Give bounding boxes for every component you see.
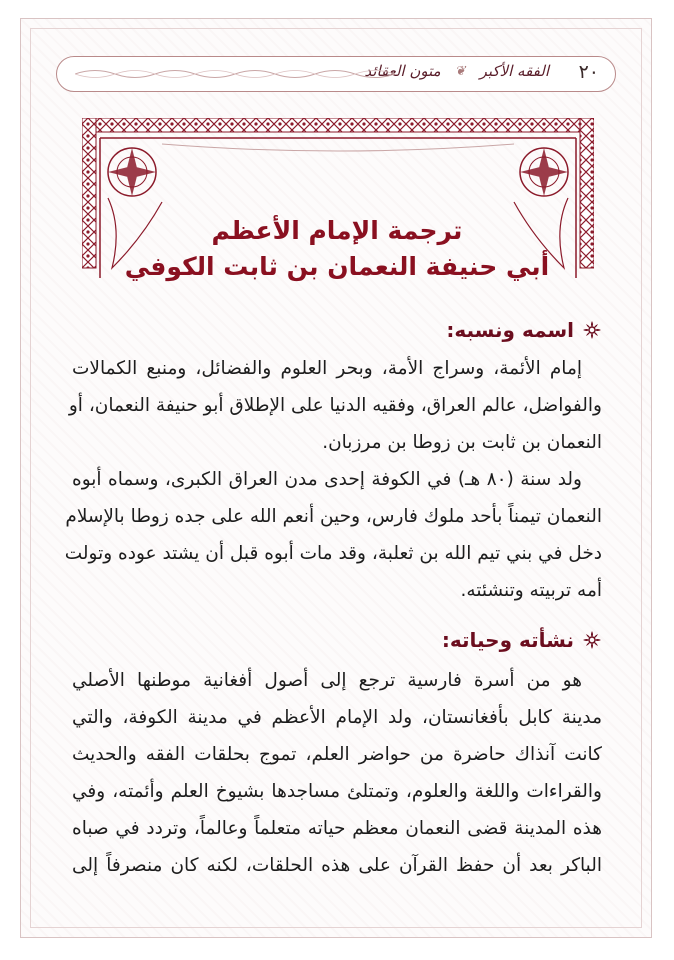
section-body-upbringing-life xyxy=(72,662,602,884)
title-line-1: ترجمة الإمام الأعظم xyxy=(211,216,463,245)
flower-ornament-icon xyxy=(582,630,602,650)
text-line: والفواضل، عالم العراق، وفقيه الدنيا على الإطلاق أبو حنيفة النعمان، أو xyxy=(68,395,602,416)
text-line: والقراءات واللغة والعلوم، وتمتلئ مساجدها بشيوخ العلم وأئمته، وفي xyxy=(72,781,602,802)
section-heading-text: نشأته وحياته: xyxy=(441,628,574,652)
section-heading-upbringing-life xyxy=(442,628,602,652)
page-number: ٢٠ xyxy=(578,61,599,83)
text-line: دخل في بني تيم الله بن ثعلبة، وقد مات أبوه قبل أن يشتد عوده وتولت xyxy=(64,543,602,564)
header-ornament-icon xyxy=(75,67,395,81)
series-title: متون العقائد xyxy=(364,62,441,80)
section-heading-name-lineage xyxy=(446,318,602,342)
header-separator-icon: ❦ xyxy=(454,63,466,79)
text-line: إمام الأئمة، وسراج الأمة، وبحر العلوم والفضائل، ومنبع الكمالات xyxy=(72,358,582,379)
text-line: مدينة كابل بأفغانستان، ولد الإمام الأعظم في مدينة الكوفة، والتي xyxy=(72,707,602,728)
running-header xyxy=(56,56,616,92)
biography-title xyxy=(110,214,564,286)
text-line: أمه تربيته وتنشئته. xyxy=(460,580,602,601)
title-line-2: أبي حنيفة النعمان بن ثابت الكوفي xyxy=(124,252,550,281)
text-line: كانت آنذاك حاضرة من حواضر العلم، تموج بحلقات الفقه والحديث xyxy=(72,744,602,765)
flower-ornament-icon xyxy=(582,320,602,340)
section-body-name-lineage xyxy=(64,350,602,609)
text-line: ولد سنة (٨٠ هـ) في الكوفة إحدى مدن العراق الكبرى، وسماه أبوه xyxy=(72,469,582,490)
book-title: الفقه الأكبر xyxy=(479,62,549,80)
text-line: النعمان تيمناً بأحد ملوك فارس، وحين أنعم الله على جده زوطا بالإسلام xyxy=(65,506,602,527)
text-line: الباكر بعد أن حفظ القرآن على هذه الحلقات، لكنه كان منصرفاً إلى xyxy=(72,855,602,876)
text-line: النعمان بن ثابت بن زوطا بن مرزبان. xyxy=(322,432,602,453)
text-line: هذه المدينة قضى النعمان معظم حياته متعلماً وعالماً، وتردد في صباه xyxy=(72,818,602,839)
section-heading-text: اسمه ونسبه: xyxy=(446,318,574,342)
text-line: هو من أسرة فارسية ترجع إلى أصول أفغانية موطنها الأصلي xyxy=(72,670,582,691)
